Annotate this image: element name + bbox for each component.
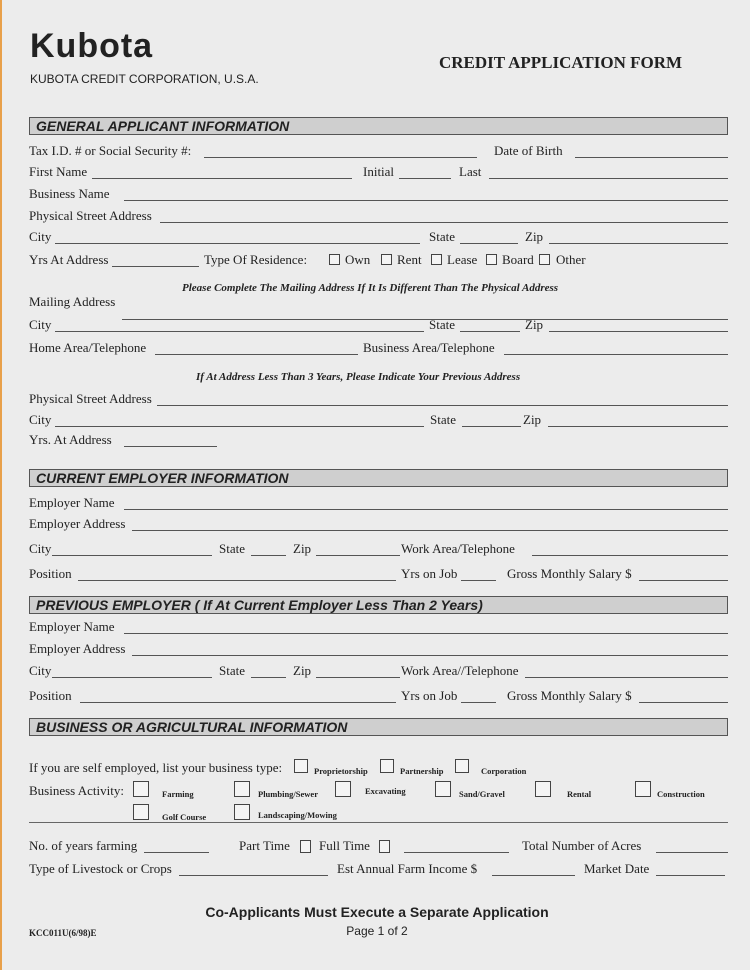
mail-state-field[interactable] — [460, 331, 520, 332]
label-pemp-zip: Zip — [293, 663, 312, 678]
market-date-field[interactable] — [656, 875, 725, 876]
label-psalary: Gross Monthly Salary $ — [507, 688, 632, 703]
prev-zip-field[interactable] — [548, 426, 728, 427]
label-business-activity: Business Activity: — [29, 783, 124, 798]
section-general: GENERAL APPLICANT INFORMATION — [29, 117, 728, 135]
label-pposition: Position — [29, 688, 72, 703]
emp-zip-field[interactable] — [316, 555, 400, 556]
biz-tel-field[interactable] — [504, 354, 728, 355]
label-prev-employer-name: Employer Name — [29, 619, 115, 634]
label-employer-address: Employer Address — [29, 516, 126, 531]
label-mail-city: City — [29, 317, 52, 332]
acres-field[interactable] — [656, 852, 728, 853]
landscaping-checkbox[interactable] — [234, 804, 250, 820]
previous-address-note: If At Address Less Than 3 Years, Please Indicate Your Previous Address — [196, 371, 521, 383]
label-board: Board — [502, 252, 534, 267]
initial-field[interactable] — [399, 178, 451, 179]
label-emp-city: City — [29, 541, 52, 556]
label-street: Physical Street Address — [29, 208, 152, 223]
prev-street-field[interactable] — [157, 405, 728, 406]
pemp-zip-field[interactable] — [316, 677, 400, 678]
state-field[interactable] — [460, 243, 518, 244]
corporation-checkbox[interactable] — [455, 759, 469, 773]
other-checkbox[interactable] — [539, 254, 550, 265]
employer-name-field[interactable] — [124, 509, 728, 510]
company-name: KUBOTA CREDIT CORPORATION, U.S.A. — [30, 72, 259, 86]
label-salary: Gross Monthly Salary $ — [507, 566, 632, 581]
last-name-field[interactable] — [489, 178, 728, 179]
first-name-field[interactable] — [92, 178, 352, 179]
label-residence: Type Of Residence: — [204, 252, 308, 267]
label-mail-zip: Zip — [525, 317, 544, 332]
farming-extra-field[interactable] — [404, 852, 509, 853]
street-field[interactable] — [160, 222, 728, 223]
section-business: BUSINESS OR AGRICULTURAL INFORMATION — [29, 718, 728, 736]
label-acres: Total Number of Acres — [522, 838, 642, 853]
yrs-job-field[interactable] — [461, 580, 496, 581]
income-field[interactable] — [492, 875, 575, 876]
psalary-field[interactable] — [639, 702, 728, 703]
label-yrs-at-address: Yrs At Address — [29, 252, 109, 267]
pemp-city-field[interactable] — [52, 677, 212, 678]
pwork-tel-field[interactable] — [525, 677, 728, 678]
prev-employer-address-field[interactable] — [132, 655, 728, 656]
divider — [29, 822, 728, 823]
kubota-logo: Kubota — [30, 27, 154, 65]
label-zip: Zip — [525, 229, 544, 244]
label-home-tel: Home Area/Telephone — [29, 340, 147, 355]
position-field[interactable] — [78, 580, 396, 581]
page-number: Page 1 of 2 — [346, 924, 408, 938]
rental-checkbox[interactable] — [535, 781, 551, 797]
prev-yrs-field[interactable] — [124, 446, 217, 447]
label-excavating: Excavating — [365, 786, 406, 796]
co-applicant-notice: Co-Applicants Must Execute a Separate Application — [205, 904, 549, 920]
label-livestock: Type of Livestock or Crops — [29, 861, 172, 876]
label-self-employed: If you are self employed, list your business type: — [29, 760, 283, 775]
label-prev-street: Physical Street Address — [29, 391, 152, 406]
mail-city-field[interactable] — [55, 331, 424, 332]
label-rental: Rental — [567, 789, 592, 799]
label-proprietorship: Proprietorship — [314, 766, 368, 776]
label-own: Own — [345, 252, 371, 267]
city-field[interactable] — [55, 243, 420, 244]
pyrs-job-field[interactable] — [461, 702, 496, 703]
label-business-name: Business Name — [29, 186, 110, 201]
rent-checkbox[interactable] — [381, 254, 392, 265]
business-name-field[interactable] — [124, 200, 728, 201]
label-tax-id: Tax I.D. # or Social Security #: — [29, 143, 192, 158]
label-prev-state: State — [430, 412, 456, 427]
partnership-checkbox[interactable] — [380, 759, 394, 773]
label-emp-zip: Zip — [293, 541, 312, 556]
label-pemp-city: City — [29, 663, 52, 678]
label-plumbing: Plumbing/Sewer — [258, 789, 318, 799]
label-partnership: Partnership — [400, 766, 444, 776]
board-checkbox[interactable] — [486, 254, 497, 265]
label-city: City — [29, 229, 52, 244]
label-market-date: Market Date — [584, 861, 650, 876]
pposition-field[interactable] — [80, 702, 396, 703]
label-corporation: Corporation — [481, 766, 527, 776]
label-pemp-state: State — [219, 663, 245, 678]
label-sand-gravel: Sand/Gravel — [459, 789, 505, 799]
label-emp-state: State — [219, 541, 245, 556]
construction-checkbox[interactable] — [635, 781, 651, 797]
yrs-at-address-field[interactable] — [112, 266, 199, 267]
label-other: Other — [556, 252, 586, 267]
label-years-farming: No. of years farming — [29, 838, 138, 853]
label-prev-zip: Zip — [523, 412, 542, 427]
label-first-name: First Name — [29, 164, 88, 179]
label-prev-employer-address: Employer Address — [29, 641, 126, 656]
tax-id-field[interactable] — [204, 157, 477, 158]
label-yrs-job: Yrs on Job — [401, 566, 458, 581]
part-time-checkbox[interactable] — [300, 840, 311, 853]
livestock-field[interactable] — [179, 875, 328, 876]
dob-field[interactable] — [575, 157, 728, 158]
label-full-time: Full Time — [319, 838, 370, 853]
prev-state-field[interactable] — [462, 426, 521, 427]
label-pwork-tel: Work Area//Telephone — [401, 663, 519, 678]
label-initial: Initial — [363, 164, 395, 179]
employer-address-field[interactable] — [132, 530, 728, 531]
emp-state-field[interactable] — [251, 555, 286, 556]
section-current-employer: CURRENT EMPLOYER INFORMATION — [29, 469, 728, 487]
sand-gravel-checkbox[interactable] — [435, 781, 451, 797]
proprietorship-checkbox[interactable] — [294, 759, 308, 773]
label-construction: Construction — [657, 789, 705, 799]
work-tel-field[interactable] — [532, 555, 728, 556]
label-prev-yrs: Yrs. At Address — [29, 432, 112, 447]
golf-course-checkbox[interactable] — [133, 804, 149, 820]
label-farming: Farming — [162, 789, 194, 799]
farming-checkbox[interactable] — [133, 781, 149, 797]
zip-field[interactable] — [549, 243, 728, 244]
label-dob: Date of Birth — [494, 143, 563, 158]
label-income: Est Annual Farm Income $ — [337, 861, 478, 876]
label-prev-city: City — [29, 412, 52, 427]
prev-city-field[interactable] — [55, 426, 424, 427]
full-time-checkbox[interactable] — [379, 840, 390, 853]
label-mailing: Mailing Address — [29, 294, 116, 309]
plumbing-checkbox[interactable] — [234, 781, 250, 797]
own-checkbox[interactable] — [329, 254, 340, 265]
mailing-note: Please Complete The Mailing Address If It Is Different Than The Physical Address — [182, 282, 559, 294]
section-previous-employer: PREVIOUS EMPLOYER ( If At Current Employer Less Than 2 Years) — [29, 596, 728, 614]
label-pyrs-job: Yrs on Job — [401, 688, 458, 703]
label-state: State — [429, 229, 455, 244]
label-rent: Rent — [397, 252, 422, 267]
form-title: CREDIT APPLICATION FORM — [439, 53, 683, 72]
home-tel-field[interactable] — [155, 354, 358, 355]
years-farming-field[interactable] — [144, 852, 209, 853]
label-work-tel: Work Area/Telephone — [401, 541, 515, 556]
label-last: Last — [459, 164, 482, 179]
prev-employer-name-field[interactable] — [124, 633, 728, 634]
label-position: Position — [29, 566, 72, 581]
label-part-time: Part Time — [239, 838, 290, 853]
label-employer-name: Employer Name — [29, 495, 115, 510]
salary-field[interactable] — [639, 580, 728, 581]
lease-checkbox[interactable] — [431, 254, 442, 265]
label-mail-state: State — [429, 317, 455, 332]
label-golf-course: Golf Course — [162, 812, 207, 822]
excavating-checkbox[interactable] — [335, 781, 351, 797]
emp-city-field[interactable] — [52, 555, 212, 556]
label-lease: Lease — [447, 252, 478, 267]
mail-zip-field[interactable] — [549, 331, 728, 332]
label-landscaping: Landscaping/Mowing — [258, 810, 337, 820]
label-biz-tel: Business Area/Telephone — [363, 340, 495, 355]
form-code: KCC011U(6/98)E — [29, 928, 97, 938]
pemp-state-field[interactable] — [251, 677, 286, 678]
